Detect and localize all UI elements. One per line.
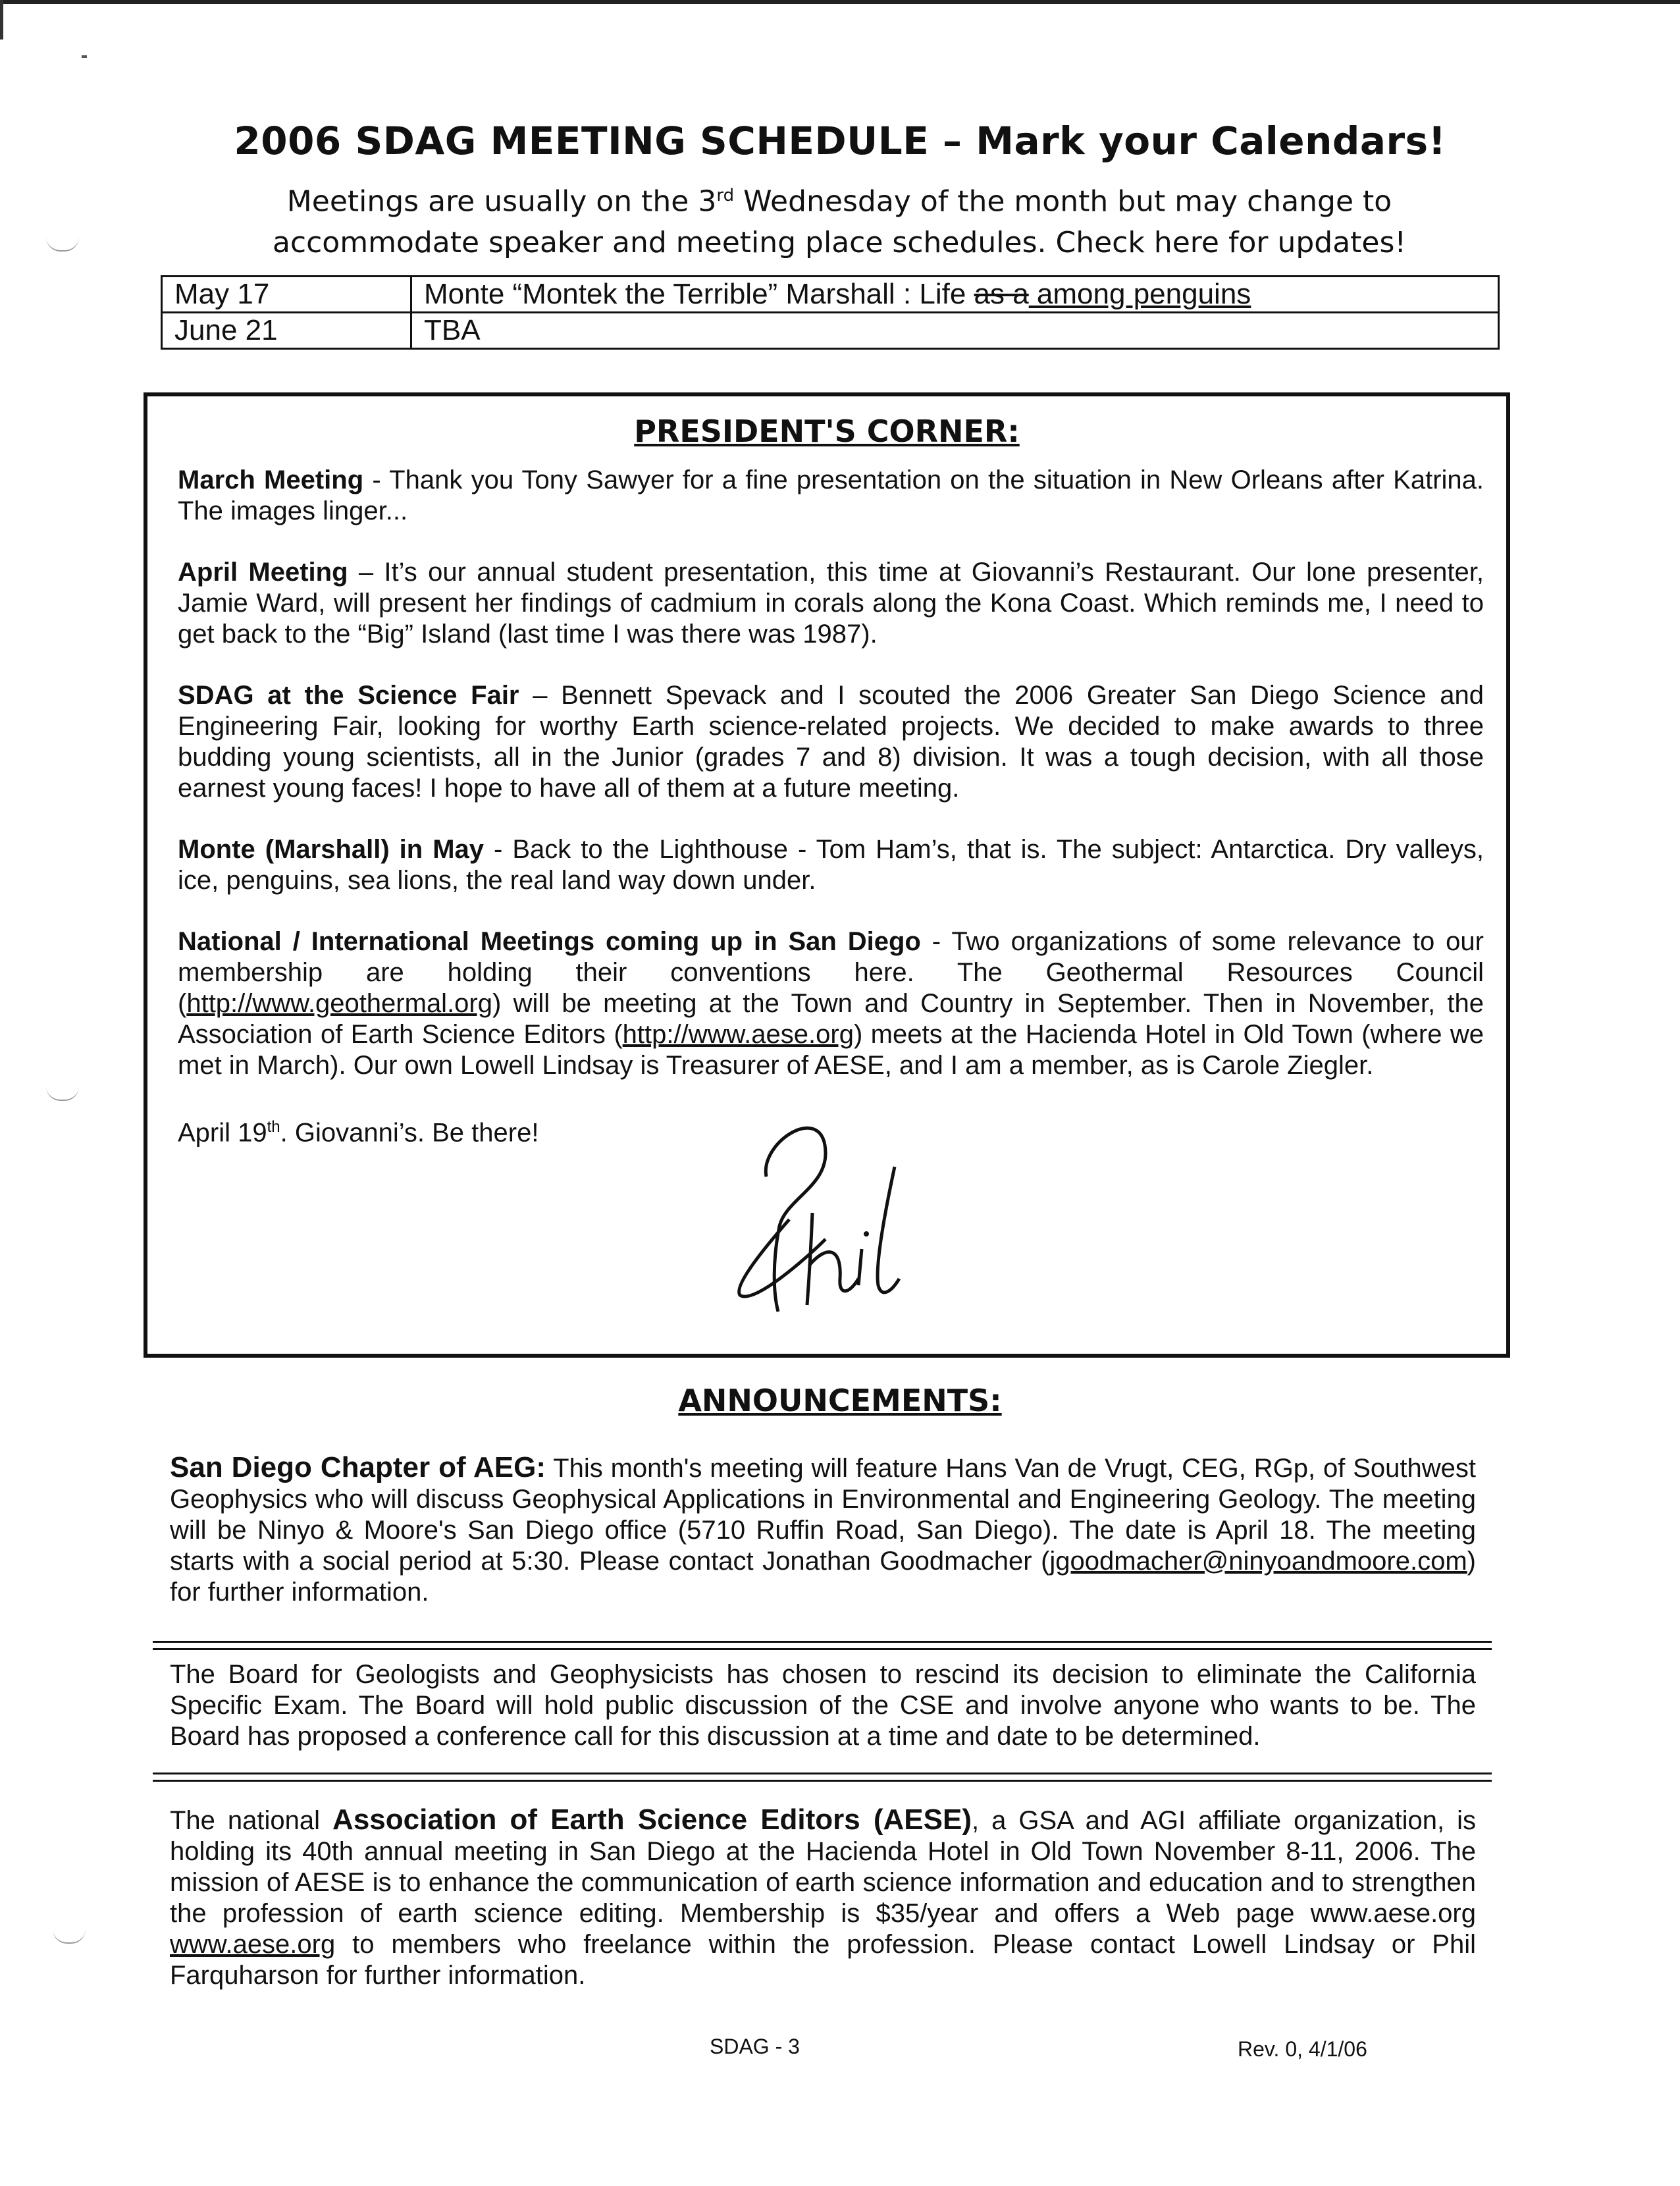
paragraph-monte-may: Monte (Marshall) in May - Back to the Lighthouse - Tom Ham’s, that is. The subject: Antarctica. Dry valleys, ice, penguins, sea lions, the real land way down under. <box>178 835 1484 895</box>
divider <box>153 1641 1492 1650</box>
announcement-aese: The national Association of Earth Science Editors (AESE), a GSA and AGI affiliate organization, is holding its 40th annual meeting in San Diego at the Hacienda Hotel in Old Town November 8-11, 2006. The mission of AESE is to enhance the communication of earth science information and education and to strengthen the profession of earth science editing. Membership is $35/year and offers a Web page www.aese.org www.aese.org to members who freelance within the profession. Please contact Lowell Lindsay or Phil Farquharson for further information. <box>170 1803 1476 1990</box>
scan-edge <box>0 0 1680 4</box>
table-row <box>162 313 1499 349</box>
meeting-schedule-table <box>161 275 1500 350</box>
closing-line: April 19th. Giovanni’s. Be there! <box>178 1118 539 1148</box>
table-row <box>162 277 1499 313</box>
announcements-heading: ANNOUNCEMENTS: <box>678 1383 1002 1418</box>
scan-artifact <box>82 55 87 58</box>
divider <box>153 1773 1492 1782</box>
scan-artifact <box>53 1929 86 1944</box>
geothermal-link[interactable]: http://www.geothermal.org <box>186 989 492 1018</box>
meeting-date: June 21 <box>162 313 411 349</box>
email-link[interactable]: jgoodmacher@ninyoandmoore.com <box>1049 1547 1467 1576</box>
meeting-event: TBA <box>411 313 1499 349</box>
scan-edge <box>0 0 3 40</box>
paragraph-science-fair: SDAG at the Science Fair – Bennett Spevack and I scouted the 2006 Greater San Diego Science and Engineering Fair, looking for worthy Earth science-related projects. We decided to make awards to three budding young scientists, all in the Junior (grades 7 and 8) division. It was a tough decision, with all those earnest young faces! I hope to have all of them at a future meeting. <box>178 681 1484 803</box>
struck-text: as a <box>974 278 1029 310</box>
paragraph-national-meetings: National / International Meetings coming up in San Diego - Two organizations of some relevance to our membership are holding their conventions here. The Geothermal Resources Council (http://www.geothermal.org) will be meeting at the Town and Country in September. Then in November, the Association of Earth Science Editors (http://www.aese.org) meets at the Hacienda Hotel in Old Town (where we met in March). Our own Lowell Lindsay is Treasurer of AESE, and I am a member, as is Carole Ziegler. <box>178 927 1484 1080</box>
paragraph-march-meeting: March Meeting - Thank you Tony Sawyer for a fine presentation on the situation in New Orleans after Katrina. The images linger... <box>178 466 1484 525</box>
announcement-aeg: San Diego Chapter of AEG: This month's meeting will feature Hans Van de Vrugt, CEG, RGp, of Southwest Geophysics who will discuss Geophysical Applications in Environmental and Engineering Geology. The meeting will be Ninyo & Moore's San Diego office (5710 Ruffin Road, San Diego). The date is April 18. The meeting starts with a social period at 5:30. Please contact Jonathan Goodmacher (jgoodmacher@ninyoandmoore.com) for further information. <box>170 1451 1477 1607</box>
presidents-corner-body <box>178 465 1484 1179</box>
aese-link[interactable]: http://www.aese.org <box>622 1020 854 1049</box>
aese-web-link[interactable]: www.aese.org <box>170 1930 336 1959</box>
page-number: SDAG - 3 <box>710 2035 800 2058</box>
announcement-board: The Board for Geologists and Geophysicists has chosen to rescind its decision to eliminate the California Specific Exam. The Board will hold public discussion of the CSE and involve anyone who wants to be. The Board has proposed a conference call for this discussion at a time and date to be determined. <box>170 1660 1476 1751</box>
presidents-corner-heading: PRESIDENT'S CORNER: <box>634 413 1020 449</box>
signature-phil <box>727 1114 924 1325</box>
scan-artifact <box>46 237 79 252</box>
page-title: 2006 SDAG MEETING SCHEDULE – Mark your Calendars! <box>234 119 1446 163</box>
scan-artifact <box>46 1086 79 1101</box>
schedule-intro: Meetings are usually on the 3rd Wednesday of the month but may change to accommodate speaker and meeting place schedules. Check here for updates! <box>272 184 1407 259</box>
meeting-date: May 17 <box>162 277 411 313</box>
meeting-event: Monte “Montek the Terrible” Marshall : Life as a among penguins <box>411 277 1499 313</box>
paragraph-april-meeting: April Meeting – It’s our annual student presentation, this time at Giovanni’s Restaurant. Our lone presenter, Jamie Ward, will present her findings of cadmium in corals along the Kona Coast. Which reminds me, I need to get back to the “Big” Island (last time I was there was 1987). <box>178 558 1484 649</box>
revision-label: Rev. 0, 4/1/06 <box>1238 2037 1367 2061</box>
presidents-corner-box <box>144 392 1510 1358</box>
